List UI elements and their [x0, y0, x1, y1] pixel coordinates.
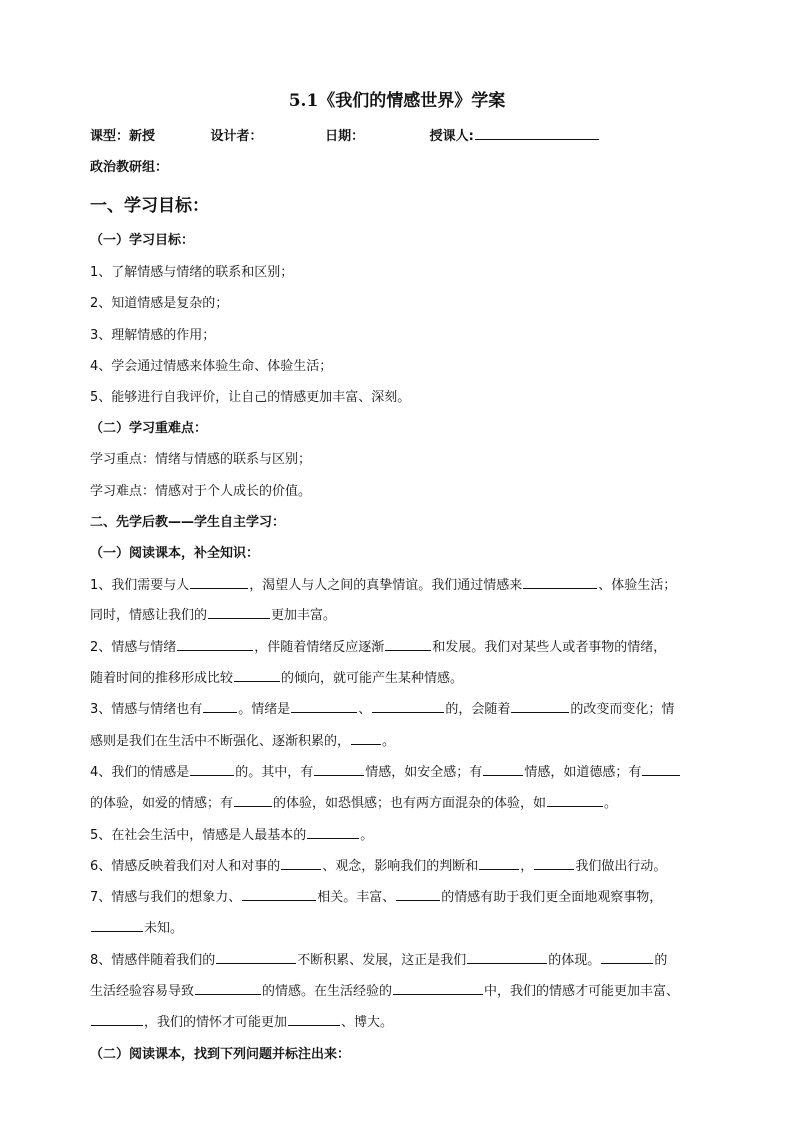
answer-blank[interactable] — [216, 951, 296, 964]
question-8-line-1: 8、情感伴随着我们的 不断积累、发展，这正是我们 的体现。 的 — [90, 953, 668, 968]
answer-blank[interactable] — [242, 888, 316, 901]
question-6: 6、情感反映着我们对人和对事的 、观念，影响我们的判断和 ， 我们做出行动。 — [90, 859, 667, 874]
answer-blank[interactable] — [642, 763, 680, 776]
answer-blank[interactable] — [534, 857, 574, 870]
goal-item: 2、知道情感是复杂的； — [90, 296, 229, 311]
answer-blank[interactable] — [291, 700, 357, 713]
answer-blank[interactable] — [307, 826, 359, 839]
section2-heading: 二、先学后教——学生自主学习： — [90, 515, 286, 530]
answer-blank[interactable] — [281, 857, 321, 870]
question-3-line-2: 感则是我们在生活中不断强化、逐渐积累的， 。 — [90, 734, 396, 749]
goal-item: 3、理解情感的作用； — [90, 328, 216, 343]
document-title: 5.1《我们的情感世界》学案 — [288, 91, 506, 111]
section2-sub2: （二）阅读课本，找到下列问题并标注出来： — [90, 1047, 351, 1062]
answer-blank[interactable] — [314, 763, 364, 776]
meta-row — [90, 125, 600, 144]
answer-blank[interactable] — [351, 732, 381, 745]
question-3-line-1: 3、情感与情绪也有 。情绪是 、 的，会随着 的改变而变化；情 — [90, 702, 675, 717]
question-7-line-2: 未知。 — [90, 917, 183, 936]
question-2-line-1: 2、情感与情绪 ，伴随着情绪反应逐渐 和发展。我们对某些人或者事物的情绪， — [90, 640, 667, 655]
answer-blank[interactable] — [203, 700, 237, 713]
answer-blank[interactable] — [396, 888, 440, 901]
question-4-line-2: 的体验，如爱的情感；有 的体验，如恐惧感；也有两方面混杂的体验，如 。 — [90, 796, 618, 811]
goal-item: 1、了解情感与情绪的联系和区别； — [90, 265, 294, 280]
answer-blank[interactable] — [483, 763, 523, 776]
answer-blank[interactable] — [467, 951, 547, 964]
section1-sub1: （一）学习目标： — [90, 233, 195, 248]
question-5: 5、在社会生活中，情感是人最基本的 。 — [90, 828, 374, 843]
question-7-line-1: 7、情感与我们的想象力、 相关。丰富、 的情感有助于我们更全面地观察事物， — [90, 890, 663, 905]
teacher-label: 授课人: — [429, 129, 474, 144]
answer-blank[interactable] — [91, 919, 143, 932]
answer-blank[interactable] — [234, 669, 280, 682]
question-8-line-2: 生活经验容易导致 的情感。在生活经验的 中，我们的情感才可能更加丰富、 — [90, 984, 680, 999]
designer-label: 设计者： — [210, 129, 263, 144]
goal-item: 4、学会通过情感来体验生命、体验生活； — [90, 359, 333, 374]
answer-blank[interactable] — [372, 700, 444, 713]
answer-blank[interactable] — [208, 606, 270, 619]
question-1-line-1: 1、我们需要与人 ，渴望人与人之间的真挚情谊。我们通过情感来 、体验生活； — [90, 578, 677, 593]
answer-blank[interactable] — [190, 763, 234, 776]
answer-blank[interactable] — [190, 576, 248, 589]
group-label: 政治教研组： — [90, 160, 169, 175]
question-4-line-1: 4、我们的情感是 的。其中，有 情感，如安全感；有 情感，如道德感；有 — [90, 761, 681, 780]
key-point: 学习重点：情绪与情感的联系与区别； — [90, 452, 312, 467]
question-1-line-2: 同时，情感让我们的 更加丰富。 — [90, 608, 337, 623]
answer-blank[interactable] — [91, 1013, 143, 1026]
answer-blank[interactable] — [385, 638, 431, 651]
answer-blank[interactable] — [177, 638, 253, 651]
answer-blank[interactable] — [511, 700, 569, 713]
answer-blank[interactable] — [523, 576, 597, 589]
lesson-type: 课型：新授 — [90, 129, 156, 144]
answer-blank[interactable] — [195, 982, 261, 995]
answer-blank[interactable] — [393, 982, 483, 995]
answer-blank[interactable] — [601, 951, 653, 964]
date-label: 日期： — [325, 129, 365, 144]
answer-blank[interactable] — [547, 794, 603, 807]
difficult-point: 学习难点：情感对于个人成长的价值。 — [90, 484, 312, 499]
answer-blank[interactable] — [479, 857, 519, 870]
question-8-line-3: ，我们的情怀才可能更加 、博大。 — [90, 1011, 393, 1030]
answer-blank[interactable] — [234, 794, 272, 807]
goal-item: 5、能够进行自我评价，让自己的情感更加丰富、深刻。 — [90, 390, 411, 405]
teacher-blank — [475, 127, 599, 140]
answer-blank[interactable] — [288, 1013, 340, 1026]
section1-heading: 一、学习目标： — [90, 196, 209, 216]
section2-sub1: （一）阅读课本，补全知识： — [90, 546, 260, 561]
question-2-line-2: 随着时间的推移形成比较 的倾向，就可能产生某种情感。 — [90, 671, 464, 686]
section1-sub2: （二）学习重难点： — [90, 421, 208, 436]
